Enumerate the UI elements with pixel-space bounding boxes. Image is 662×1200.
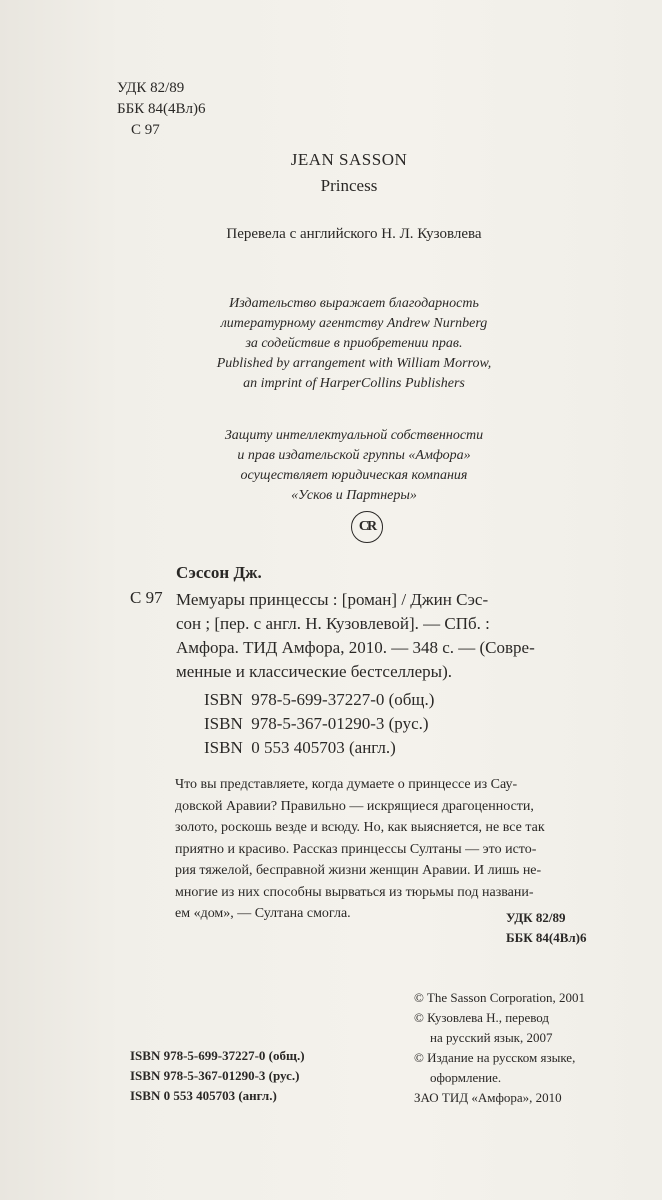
description-line: Мемуары принцессы : [роман] / Джин Сэс- — [176, 590, 489, 609]
acknowledgment-line: за содействие в приобретении прав. — [245, 336, 463, 351]
isbn-line: ISBN 978-5-367-01290-3 (рус.) — [204, 714, 429, 733]
description-line: Амфора. ТИД Амфора, 2010. — 348 с. — (Совре- — [176, 638, 535, 657]
library-card-author: Сэссон Дж. — [176, 563, 262, 582]
bbk-code: ББК 84(4Вл)6 — [117, 101, 206, 117]
annotation-line: многие из них способны вырваться из тюрьмы под названи- — [175, 884, 534, 900]
protection-line: «Усков и Партнеры» — [291, 488, 417, 503]
library-card-code: С 97 — [130, 588, 163, 607]
udc-classification-bottom — [506, 908, 587, 948]
original-author: JEAN SASSON — [290, 150, 408, 169]
protection-line: и прав издательской группы «Амфора» — [237, 448, 471, 463]
copyright-symbol-text: CR — [358, 519, 376, 534]
acknowledgment-line: an imprint of HarperCollins Publishers — [243, 376, 465, 391]
copyright-line: на русский язык, 2007 — [430, 1030, 553, 1045]
isbn-line: ISBN 978-5-699-37227-0 (общ.) — [130, 1048, 305, 1063]
isbn-list-small — [130, 1046, 305, 1106]
acknowledgment-line: Издательство выражает благодарность — [229, 296, 479, 311]
annotation-line: довской Аравии? Правильно — искрящиеся драгоценности, — [175, 798, 534, 814]
acknowledgment-line: литературному агентству Andrew Nurnberg — [220, 316, 488, 331]
isbn-line: ISBN 0 553 405703 (англ.) — [204, 738, 396, 757]
copyright-line: © Кузовлева Н., перевод — [414, 1010, 550, 1025]
udk-code: УДК 82/89 — [117, 80, 185, 96]
translator-credit: Перевела с английского Н. Л. Кузовлева — [226, 226, 482, 242]
annotation-line: золото, роскошь везде и всюду. Но, как выясняется, не все так — [175, 820, 545, 835]
protection-line: Защиту интеллектуальной собственности — [224, 428, 484, 443]
udc-classification-top — [117, 78, 205, 141]
copyright-line: © Издание на русском языке, — [414, 1050, 576, 1065]
copyright-notices — [414, 988, 585, 1108]
udk-code: УДК 82/89 — [506, 910, 566, 925]
original-title: Princess — [320, 176, 378, 195]
isbn-line: ISBN 978-5-367-01290-3 (рус.) — [130, 1068, 300, 1083]
library-card-isbn-list — [204, 688, 434, 760]
copyright-line: оформление. — [430, 1070, 502, 1085]
description-line: сон ; [пер. с англ. Н. Кузовлевой]. — СПб. : — [176, 614, 490, 633]
protection-line: осуществляет юридическая компания — [240, 468, 468, 483]
annotation-line: ем «дом», — Султана смогла. — [175, 906, 351, 921]
author-mark: С 97 — [131, 122, 160, 138]
library-card-description — [176, 588, 626, 684]
description-line: менные и классические бестселлеры). — [176, 662, 452, 681]
annotation-line: рия тяжелой, бесправной жизни женщин Аравии. И лишь не- — [175, 863, 542, 878]
copyright-line: © The Sasson Corporation, 2001 — [414, 990, 586, 1005]
acknowledgment-line: Published by arrangement with William Morrow, — [216, 356, 492, 371]
isbn-line: ISBN 978-5-699-37227-0 (общ.) — [204, 690, 435, 709]
isbn-line: ISBN 0 553 405703 (англ.) — [130, 1088, 277, 1103]
bbk-code: ББК 84(4Вл)6 — [506, 930, 587, 945]
annotation-paragraph — [175, 774, 633, 925]
annotation-line: Что вы представляете, когда думаете о принцессе из Сау- — [175, 777, 518, 792]
copyright-registered-icon — [351, 511, 383, 543]
acknowledgment-block — [0, 294, 662, 394]
annotation-line: приятно и красиво. Рассказ принцессы Султаны — это исто- — [175, 841, 537, 857]
legal-protection-block — [0, 426, 662, 506]
copyright-line: ЗАО ТИД «Амфора», 2010 — [414, 1090, 562, 1105]
